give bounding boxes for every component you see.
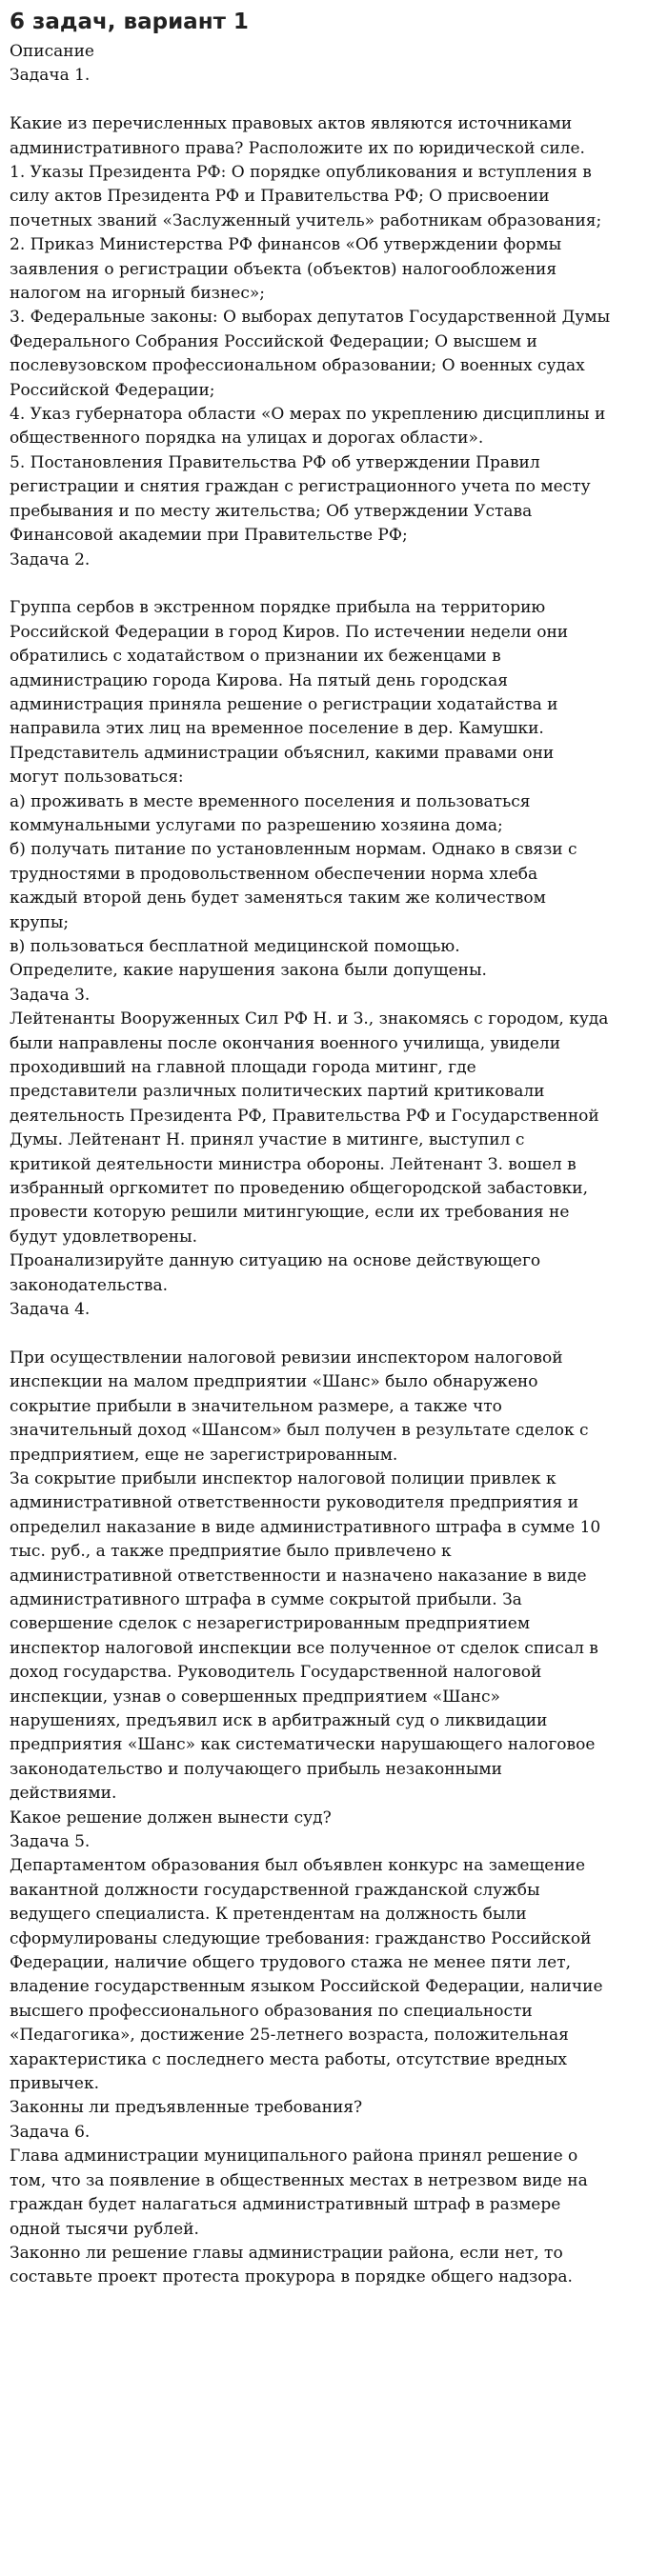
text-line: законодательства. — [10, 1275, 168, 1295]
text-line: Какое решение должен вынести суд? — [10, 1807, 332, 1827]
text-line: Какие из перечисленных правовых актов являются источниками — [10, 114, 573, 134]
text-line: определил наказание в виде административного штрафа в сумме 10 — [10, 1517, 601, 1537]
text-line: Определите, какие нарушения закона были допущены. — [10, 961, 487, 981]
text-line: законодательство и получающего прибыль незаконными — [10, 1759, 502, 1779]
text-line: Российской Федерации в город Киров. По истечении недели они — [10, 622, 569, 642]
text-line: предприятия «Шанс» как систематически нарушающего налоговое — [10, 1735, 596, 1755]
text-line: администрация приняла решение о регистрации ходатайства и — [10, 694, 558, 714]
text-line: каждый второй день будет заменяться таким же количеством — [10, 889, 546, 909]
blank-line — [10, 1323, 658, 1347]
text-line: действиями. — [10, 1784, 117, 1804]
text-line: а) проживать в месте временного поселения и пользоваться — [10, 791, 531, 811]
text-line: коммунальными услугами по разрешению хозяина дома; — [10, 815, 503, 835]
text-line: доход государства. Руководитель Государственной налоговой — [10, 1663, 542, 1683]
document-body — [10, 40, 658, 2290]
text-line: предприятием, еще не зарегистрированным. — [10, 1445, 398, 1465]
text-line: налогом на игорный бизнес»; — [10, 284, 265, 304]
text-line: высшего профессионального образования по специальности — [10, 2001, 533, 2021]
text-line: представители различных политических партий критиковали — [10, 1082, 545, 1102]
text-line: Департаментом образования был объявлен конкурс на замещение — [10, 1856, 586, 1876]
text-line: Задача 3. — [10, 985, 91, 1005]
text-line: в) пользоваться бесплатной медицинской помощью. — [10, 937, 460, 956]
text-line: регистрации и снятия граждан с регистрационного учета по месту — [10, 477, 591, 497]
text-line: «Педагогика», достижение 25-летнего возраста, положительная — [10, 2026, 569, 2046]
text-line: 1. Указы Президента РФ: О порядке опубликования и вступления в — [10, 163, 592, 183]
text-line: вакантной должности государственной гражданской службы — [10, 1880, 540, 1900]
text-line: граждан будет налагаться административный штраф в размере — [10, 2195, 561, 2215]
text-line: провести которую решили митингующие, если их требования не — [10, 1203, 570, 1223]
text-line: силу актов Президента РФ и Правительства РФ; О присвоении — [10, 187, 550, 207]
text-line: инспекции на малом предприятии «Шанс» было обнаружено — [10, 1372, 538, 1392]
text-line: административной ответственности руководителя предприятия и — [10, 1493, 579, 1513]
text-line: административного штрафа в сумме сокрытой прибыли. За — [10, 1589, 522, 1609]
text-line: почетных званий «Заслуженный учитель» работникам образования; — [10, 210, 602, 230]
text-line: Задача 4. — [10, 1300, 91, 1320]
text-line: При осуществлении налоговой ревизии инспектором налоговой — [10, 1348, 563, 1368]
text-line: пребывания и по месту жительства; Об утверждении Устава — [10, 501, 533, 521]
text-line: Задача 2. — [10, 549, 91, 569]
text-line: Российской Федерации; — [10, 380, 215, 400]
text-line: критикой деятельности министра обороны. Лейтенант З. вошел в — [10, 1154, 577, 1174]
text-line: 3. Федеральные законы: О выборах депутатов Государственной Думы — [10, 308, 611, 328]
text-line: обратились с ходатайством о признании их беженцами в — [10, 647, 501, 667]
text-line: деятельность Президента РФ, Правительства РФ и Государственной — [10, 1106, 599, 1126]
text-line: нарушениях, предъявил иск в арбитражный суд о ликвидации — [10, 1710, 548, 1730]
blank-line — [10, 572, 658, 596]
text-line: избранный оргкомитет по проведению общегородской забастовки, — [10, 1179, 588, 1199]
text-line: составьте проект протеста прокурора в порядке общего надзора. — [10, 2267, 573, 2287]
text-line: направила этих лиц на временное поселение в дер. Камушки. — [10, 719, 544, 739]
text-line: инспекции, узнав о совершенных предприятием «Шанс» — [10, 1687, 500, 1707]
text-line: Задача 5. — [10, 1832, 91, 1852]
text-line: 5. Постановления Правительства РФ об утверждении Правил — [10, 452, 540, 472]
text-line: совершение сделок с незарегистрированным предприятием — [10, 1614, 531, 1634]
blank-line — [10, 89, 658, 112]
text-line: характеристика с последнего места работы, отсутствие вредных — [10, 2049, 568, 2069]
text-line: будут удовлетворены. — [10, 1227, 198, 1247]
text-line: Представитель администрации объяснил, какими правами они — [10, 743, 555, 763]
text-line: том, что за появление в общественных местах в нетрезвом виде на — [10, 2170, 588, 2190]
text-line: трудностями в продовольственном обеспечении норма хлеба — [10, 864, 538, 884]
text-line: тыс. руб., а также предприятие было привлечено к — [10, 1542, 452, 1562]
text-line: Лейтенанты Вооруженных Сил РФ Н. и З., знакомясь с городом, куда — [10, 1009, 609, 1029]
text-line: инспектор налоговой инспекции все полученное от сделок списал в — [10, 1638, 598, 1658]
text-line: общественного порядка на улицах и дорогах области». — [10, 429, 484, 449]
text-line: проходивший на главной площади города митинг, где — [10, 1058, 476, 1078]
text-line: Федерации, наличие общего трудового стажа не менее пяти лет, — [10, 1953, 572, 1973]
text-line: одной тысячи рублей. — [10, 2219, 199, 2239]
text-line: могут пользоваться: — [10, 768, 184, 788]
text-line: 4. Указ губернатора области «О мерах по укреплению дисциплины и — [10, 405, 606, 425]
text-line: были направлены после окончания военного училища, увидели — [10, 1033, 561, 1053]
text-line: администрацию города Кирова. На пятый день городская — [10, 670, 508, 690]
text-line: б) получать питание по установленным нормам. Однако в связи с — [10, 840, 577, 860]
text-line: владение государственным языком Российской Федерации, наличие — [10, 1977, 603, 1997]
text-line: сокрытие прибыли в значительном размере, а также что — [10, 1396, 502, 1416]
text-line: 2. Приказ Министерства РФ финансов «Об утверждении формы — [10, 235, 562, 255]
text-line: Задача 6. — [10, 2122, 91, 2142]
text-line: Глава администрации муниципального района принял решение о — [10, 2147, 578, 2167]
text-line: Законны ли предъявленные требования? — [10, 2098, 363, 2118]
text-line: Группа сербов в экстренном порядке прибыла на территорию — [10, 598, 546, 618]
text-line: административной ответственности и назначено наказание в виде — [10, 1566, 587, 1586]
text-line: Федерального Собрания Российской Федерации; О высшем и — [10, 331, 537, 351]
text-line: Думы. Лейтенант Н. принял участие в митинге, выступил с — [10, 1130, 525, 1150]
text-line: административного права? Расположите их по юридической силе. — [10, 138, 585, 158]
text-line: За сокрытие прибыли инспектор налоговой полиции привлек к — [10, 1468, 557, 1488]
text-line: ведущего специалиста. К претендентам на должность были — [10, 1905, 527, 1925]
text-line: значительный доход «Шансом» был получен в результате сделок с — [10, 1421, 589, 1441]
text-line: крупы; — [10, 912, 70, 932]
text-line: Проанализируйте данную ситуацию на основе действующего — [10, 1251, 541, 1271]
text-line: Описание — [10, 42, 94, 61]
text-line: послевузовском профессиональном образовании; О военных судах — [10, 356, 585, 376]
text-line: заявления о регистрации объекта (объектов) налогообложения — [10, 259, 557, 279]
text-line: Финансовой академии при Правительстве РФ; — [10, 526, 408, 546]
text-line: Законно ли решение главы администрации района, если нет, то — [10, 2243, 563, 2263]
text-line: сформулированы следующие требования: гражданство Российской — [10, 1928, 592, 1948]
text-line: привычек. — [10, 2074, 99, 2094]
text-line: Задача 1. — [10, 66, 91, 86]
page-title: 6 задач, вариант 1 — [10, 10, 249, 34]
